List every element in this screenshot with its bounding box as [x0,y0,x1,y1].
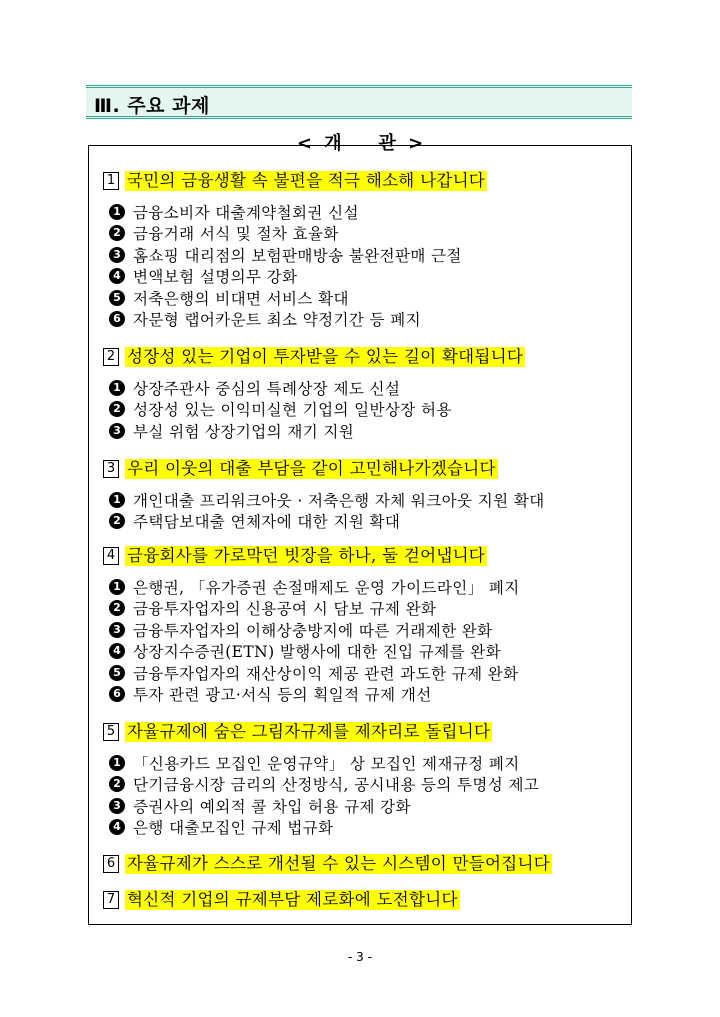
task-section-2 [103,345,623,442]
section-title-row [103,888,623,912]
list-item [109,287,623,309]
section-title: 우리 이웃의 대출 부담을 같이 고민해나가겠습니다 [127,459,496,478]
section-title-row [103,720,623,744]
item-text: 은행권, 「유가증권 손절매제도 운영 가이드라인」 폐지 [133,578,520,597]
circled-number-icon: 3 [109,247,125,263]
circled-number-icon: 6 [109,311,125,327]
circled-number-icon: 5 [109,665,125,681]
section-title: 금융회사를 가로막던 빗장을 하나, 둘 걷어냅니다 [127,546,486,565]
item-text: 자문형 랩어카운트 최소 약정기간 등 폐지 [133,311,421,330]
page-number: - 3 - [348,950,372,964]
list-item [109,244,623,266]
section-title-row [103,345,623,369]
section-number-box: 5 [103,723,119,741]
circled-number-icon: 4 [109,819,125,835]
circled-number-icon: 1 [109,579,125,595]
circled-number-icon: 6 [109,686,125,702]
overview-left-bracket: < [296,133,312,154]
item-text: 상장주관사 중심의 특례상장 제도 신설 [133,379,401,398]
list-item [109,511,623,533]
list-item [109,266,623,288]
section-number-box: 6 [103,855,119,873]
task-section-6 [103,852,623,876]
item-text: 홈쇼핑 대리점의 보험판매방송 불완전판매 근절 [133,246,462,265]
section-heading: Ⅲ. 주요 과제 [94,95,210,117]
item-text: 단기금융시장 금리의 산정방식, 공시내용 등의 투명성 제고 [133,776,540,795]
section-title: 혁신적 기업의 규제부담 제로화에 도전합니다 [127,890,458,909]
item-text: 성장성 있는 이익미실현 기업의 일반상장 허용 [133,401,452,420]
item-text: 금융투자업자의 재산상이익 제공 관련 과도한 규제 완화 [133,664,519,683]
item-text: 금융소비자 대출계약철회권 신설 [133,203,359,222]
section-title: 자율규제가 스스로 개선될 수 있는 시스템이 만들어집니다 [127,854,551,873]
list-item [109,662,623,684]
list-item [109,489,623,511]
list-item [109,576,623,598]
circled-number-icon: 2 [109,776,125,792]
item-text: 금융투자업자의 신용공여 시 담보 규제 완화 [133,600,437,619]
circled-number-icon: 3 [109,423,125,439]
list-item [109,774,623,796]
section-number-box: 3 [103,460,119,478]
item-text: 증권사의 예외적 콜 차입 허용 규제 강화 [133,797,411,816]
list-item [109,598,623,620]
section-title-row [103,544,623,568]
list-item [109,420,623,442]
item-text: 은행 대출모집인 규제 법규화 [133,819,334,838]
circled-number-icon: 1 [109,492,125,508]
list-item [109,795,623,817]
circled-number-icon: 5 [109,290,125,306]
item-text: 부실 위험 상장기업의 재기 지원 [133,422,355,441]
item-text: 변액보험 설명의무 강화 [133,268,298,287]
item-text: 투자 관련 광고·서식 등의 획일적 규제 개선 [133,686,432,705]
item-text: 금융거래 서식 및 절차 효율화 [133,225,339,244]
task-section-7 [103,888,623,912]
section-number-box: 1 [103,172,119,190]
list-item [109,223,623,245]
section-number-box: 7 [103,891,119,909]
circled-number-icon: 4 [109,268,125,284]
list-item [109,752,623,774]
circled-number-icon: 1 [109,755,125,771]
task-section-4 [103,544,623,705]
item-text: 저축은행의 비대면 서비스 확대 [133,289,349,308]
circled-number-icon: 2 [109,513,125,529]
list-item [109,399,623,421]
section-title: 성장성 있는 기업이 투자받을 수 있는 길이 확대됩니다 [127,347,524,366]
task-section-5 [103,720,623,838]
list-item [109,684,623,706]
task-section-1 [103,169,623,330]
section-title: 자율규제에 숨은 그림자규제를 제자리로 돌립니다 [127,722,491,741]
overview-box [88,145,632,925]
circled-number-icon: 2 [109,225,125,241]
list-item [109,377,623,399]
list-item [109,817,623,839]
section-title-row [103,852,623,876]
circled-number-icon: 2 [109,600,125,616]
task-section-3 [103,457,623,532]
circled-number-icon: 3 [109,622,125,638]
item-text: 주택담보대출 연체자에 대한 지원 확대 [133,513,401,532]
list-item [109,201,623,223]
circled-number-icon: 1 [109,380,125,396]
list-item [109,309,623,331]
section-header-bar [86,85,632,119]
item-text: 「신용카드 모집인 운영규약」 상 모집인 제재규정 폐지 [133,754,520,773]
section-title: 국민의 금융생활 속 불편을 적극 해소해 나갑니다 [127,171,486,190]
circled-number-icon: 3 [109,798,125,814]
item-text: 금융투자업자의 이해상충방지에 따른 거래제한 완화 [133,621,493,640]
circled-number-icon: 4 [109,643,125,659]
section-number-box: 2 [103,348,119,366]
list-item [109,641,623,663]
section-number-box: 4 [103,547,119,565]
item-text: 개인대출 프리워크아웃 · 저축은행 자체 워크아웃 지원 확대 [133,491,545,510]
section-title-row [103,457,623,481]
section-title-row [103,169,623,193]
circled-number-icon: 2 [109,401,125,417]
circled-number-icon: 1 [109,204,125,220]
list-item [109,619,623,641]
item-text: 상장지수증권(ETN) 발행사에 대한 진입 규제를 완화 [133,643,502,662]
overview-right-bracket: > [408,133,424,154]
overview-label: 개 관 [324,133,396,154]
